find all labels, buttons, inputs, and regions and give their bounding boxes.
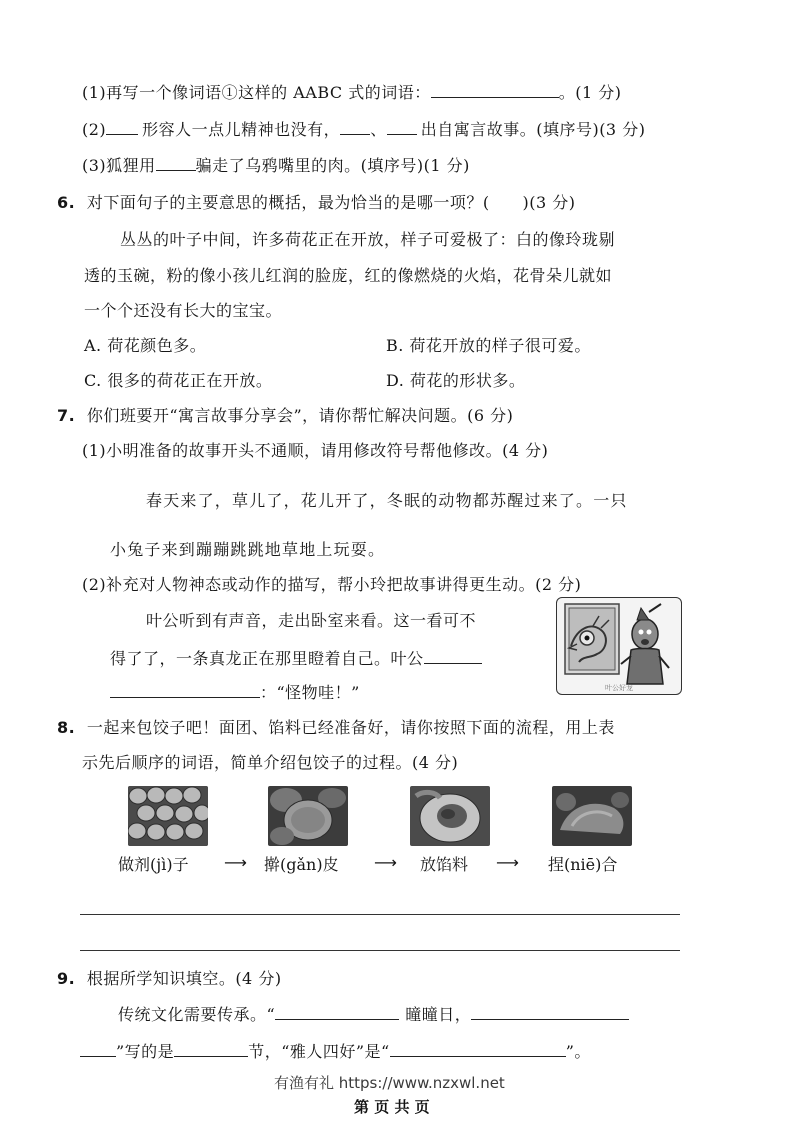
- flow-arrow-2: ⟶: [374, 853, 397, 872]
- adding-filling-photo: [410, 786, 490, 846]
- q5-sub1: (1)再写一个像词语①这样的 AABC 式的词语： 。(1 分): [82, 83, 622, 102]
- q6-option-c[interactable]: C. 很多的荷花正在开放。: [84, 371, 273, 390]
- flow-arrow-3: ⟶: [496, 853, 519, 872]
- q7-sub1: (1)小明准备的故事开头不通顺，请用修改符号帮他修改。(4 分): [82, 441, 549, 460]
- q7-sub2-text-line-3: ：“怪物哇！”: [110, 680, 360, 703]
- q8-question-line-1: 8. 一起来包饺子吧！面团、馅料已经准备好，请你按照下面的流程，用上表: [57, 718, 615, 737]
- q9-question: 9. 根据所学知识填空。(4 分): [57, 969, 282, 988]
- q7-sub1-text-line-2: 小兔子来到蹦蹦跳跳地草地上玩耍。: [110, 540, 386, 559]
- q7-sub2-blank-2[interactable]: [110, 683, 260, 698]
- q9-line-2: ”写的是 节，“雅人四好”是“ ”。: [80, 1039, 591, 1062]
- ye-gong-dragon-illustration: [556, 597, 682, 695]
- q9-blank-4[interactable]: [174, 1042, 248, 1057]
- q6-passage-line-2: 透的玉碗，粉的像小孩儿红润的脸庞，红的像燃烧的火焰，花骨朵儿就如: [84, 266, 613, 285]
- q6-question: 6. 对下面句子的主要意思的概括，最为恰当的是哪一项？( )(3 分): [57, 193, 576, 212]
- q7-sub1-text-line-1: 春天来了，草儿了，花儿开了，冬眠的动物都苏醒过来了。一只: [146, 491, 628, 510]
- q5-sub2-blank-2[interactable]: [340, 120, 370, 135]
- page-number-footer: 第 页 共 页: [354, 1098, 430, 1116]
- q8-answer-line-1[interactable]: [80, 914, 680, 915]
- q7-number: 7.: [57, 406, 76, 425]
- q5-sub3: (3)狐狸用 骗走了乌鸦嘴里的肉。(填序号)(1 分): [82, 156, 470, 175]
- illustration-caption: 叶公好龙: [605, 684, 633, 692]
- q9-number: 9.: [57, 969, 76, 988]
- flow-arrow-1: ⟶: [224, 853, 247, 872]
- q9-line-1: 传统文化需要传承。“ 曈曈日，: [118, 1002, 629, 1025]
- q5-sub2: (2) 形容人一点儿精神也没有， 、 出自寓言故事。(填序号)(3 分): [82, 120, 646, 139]
- q7-sub2-text-line-2: 得了了，一条真龙正在那里瞪着自己。叶公: [110, 646, 482, 669]
- q6-passage-line-1: 丛丛的叶子中间，许多荷花正在开放，样子可爱极了：白的像玲珑剔: [120, 230, 616, 249]
- q9-blank-1[interactable]: [275, 1005, 399, 1020]
- q6-option-d[interactable]: D. 荷花的形状多。: [386, 371, 526, 390]
- q6-option-b[interactable]: B. 荷花开放的样子很可爱。: [386, 336, 591, 355]
- q6-number: 6.: [57, 193, 76, 212]
- q8-number: 8.: [57, 718, 76, 737]
- q9-blank-5[interactable]: [390, 1042, 566, 1057]
- step-pinch-closed: 捏(niē)合: [548, 855, 618, 874]
- q5-sub2-blank-3[interactable]: [387, 120, 417, 135]
- q7-sub2: (2)补充对人物神态或动作的描写，帮小玲把故事讲得更生动。(2 分): [82, 575, 582, 594]
- step-add-filling: 放馅料: [420, 855, 469, 874]
- q7-question: 7. 你们班要开“寓言故事分享会”，请你帮忙解决问题。(6 分): [57, 406, 514, 425]
- q5-sub2-blank-1[interactable]: [106, 120, 138, 135]
- q6-passage-line-3: 一个个还没有长大的宝宝。: [84, 301, 283, 320]
- dough-pieces-photo: [128, 786, 208, 846]
- q8-answer-line-2[interactable]: [80, 950, 680, 951]
- rolling-wrapper-photo: [268, 786, 348, 846]
- step-make-dough-pieces: 做剂(jì)子: [118, 855, 189, 874]
- watermark-text: 有渔有礼 https://www.nzxwl.net: [274, 1074, 505, 1092]
- q9-blank-3[interactable]: [80, 1042, 116, 1057]
- q9-blank-2[interactable]: [471, 1005, 629, 1020]
- q8-question-line-2: 示先后顺序的词语，简单介绍包饺子的过程。(4 分): [82, 753, 459, 772]
- q7-sub2-blank-1[interactable]: [424, 649, 482, 664]
- cartoon-drawing: [557, 598, 681, 694]
- q7-sub2-text-line-1: 叶公听到有声音，走出卧室来看。这一看可不: [146, 611, 477, 630]
- pinching-dumpling-photo: [552, 786, 632, 846]
- q6-option-a[interactable]: A. 荷花颜色多。: [84, 336, 207, 355]
- step-roll-wrapper: 擀(gǎn)皮: [264, 855, 339, 874]
- q5-sub1-answer-blank[interactable]: [431, 83, 559, 98]
- q5-sub3-blank[interactable]: [156, 156, 196, 171]
